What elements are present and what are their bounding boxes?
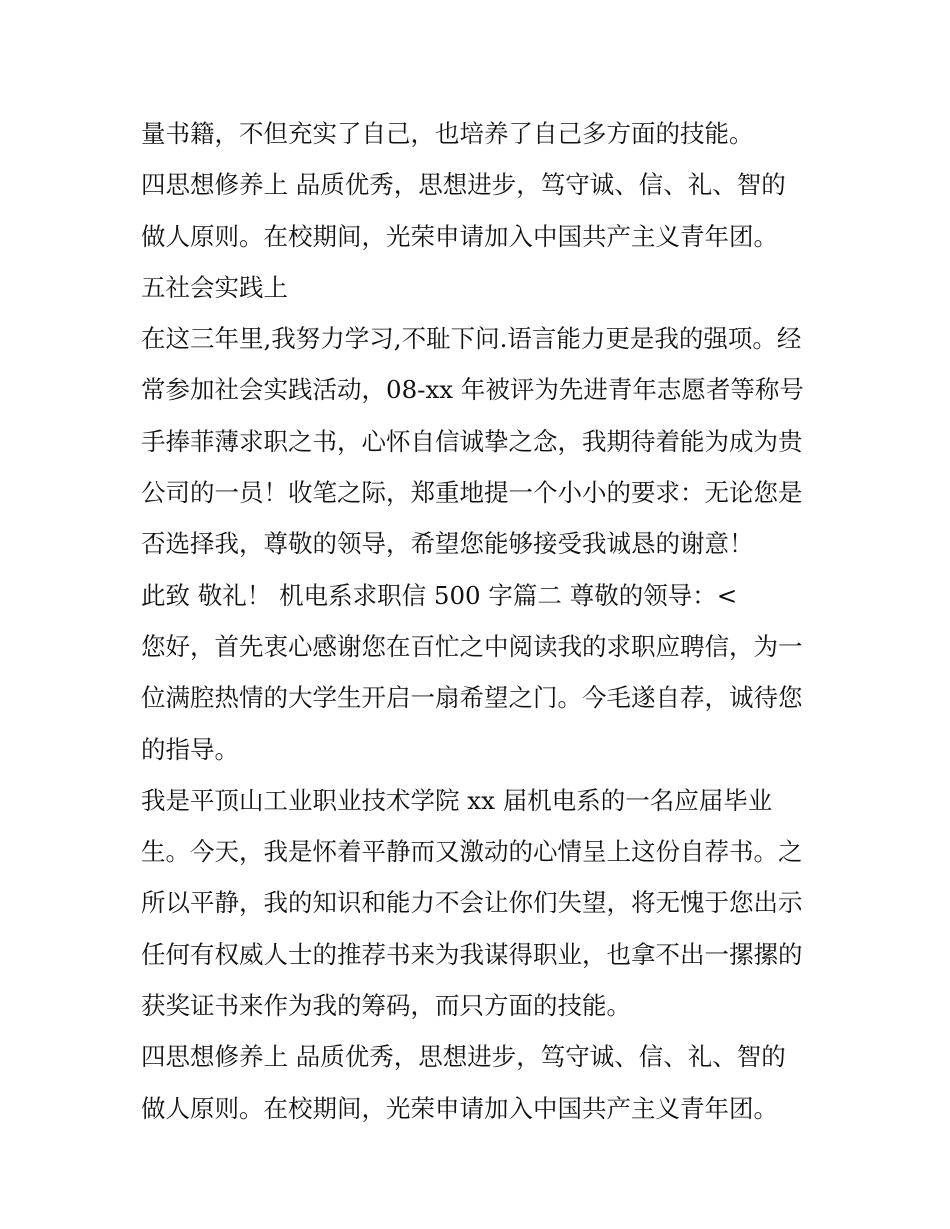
text-line: 四思想修养上 品质优秀，思想进步，笃守诚、信、礼、智的 bbox=[141, 1042, 786, 1072]
text-line: 否选择我，尊敬的领导，希望您能够接受我诚恳的谢意！ bbox=[141, 529, 754, 559]
text-line: 做人原则。在校期间，光荣申请加入中国共产主义青年团。 bbox=[141, 1093, 778, 1123]
text-line: 常参加社会实践活动，08-xx 年被评为先进青年志愿者等称号 bbox=[141, 375, 804, 405]
text-line: 五社会实践上 bbox=[141, 272, 288, 302]
text-line: 的指导。 bbox=[141, 734, 239, 764]
text-line: 所以平静，我的知识和能力不会让你们失望，将无愧于您出示 bbox=[141, 888, 803, 918]
text-line: 做人原则。在校期间，光荣申请加入中国共产主义青年团。 bbox=[141, 221, 778, 251]
text-line: 位满腔热情的大学生开启一扇希望之门。今毛遂自荐，诚待您 bbox=[141, 683, 803, 713]
text-line: 生。今天，我是怀着平静而又激动的心情呈上这份自荐书。之 bbox=[141, 837, 803, 867]
text-line: 您好，首先衷心感谢您在百忙之中阅读我的求职应聘信，为一 bbox=[141, 631, 803, 661]
text-line: 量书籍，不但充实了自己，也培养了自己多方面的技能。 bbox=[141, 119, 754, 148]
text-line: 公司的一员！收笔之际，郑重地提一个小小的要求：无论您是 bbox=[141, 478, 803, 508]
text-line: 此致 敬礼！ 机电系求职信 500 字篇二 尊敬的领导：< bbox=[141, 580, 738, 610]
body-text bbox=[141, 108, 821, 1134]
text-line: 我是平顶山工业职业技术学院 xx 届机电系的一名应届毕业 bbox=[141, 785, 773, 815]
text-line: 获奖证书来作为我的筹码，而只方面的技能。 bbox=[141, 991, 631, 1021]
text-line: 四思想修养上 品质优秀，思想进步，笃守诚、信、礼、智的 bbox=[141, 170, 786, 200]
text-line: 手捧菲薄求职之书，心怀自信诚挚之念，我期待着能为成为贵 bbox=[141, 426, 803, 456]
text-line: 在这三年里,我努力学习,不耻下问.语言能力更是我的强项。经 bbox=[141, 324, 802, 354]
text-line: 任何有权威人士的推荐书来为我谋得职业，也拿不出一摞摞的 bbox=[141, 939, 803, 969]
